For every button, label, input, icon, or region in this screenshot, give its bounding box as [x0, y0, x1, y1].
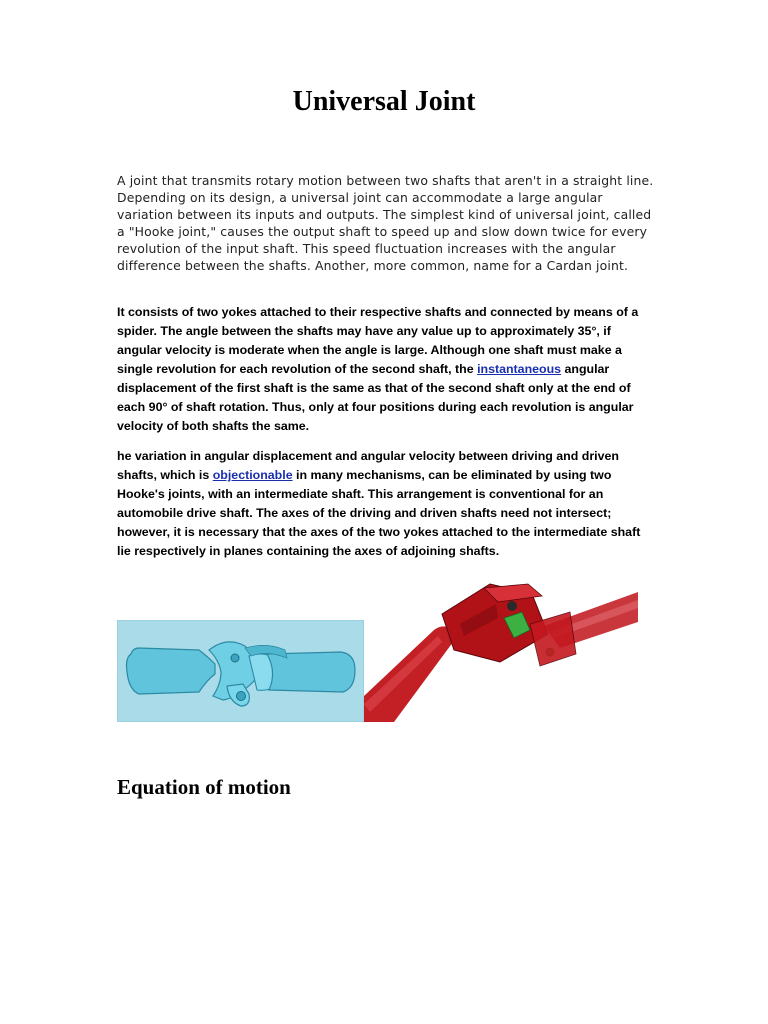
paragraph-yokes: [117, 303, 657, 436]
equation-of-motion-heading: Equation of motion: [117, 775, 291, 799]
universal-joint-diagram-blue: [117, 620, 364, 722]
universal-joint-render-red: [364, 578, 638, 722]
instantaneous-link[interactable]: instantaneous: [477, 362, 562, 376]
page-title: Universal Joint: [292, 86, 476, 117]
paragraph-variation-text-2: in many mechanisms, can be eliminated by using two Hooke's joints, with an intermediate shaft. This arrangement is conventional for an automobile drive shaft. The axes of the driving and driven shafts need not intersect; however, it is necessary that the axes of the two yokes attached to the intermediate shaft lie respectively in planes containing the axes of adjoining shafts.: [117, 468, 641, 558]
paragraph-variation-text-1: he variation in angular displacement and angular velocity between driving and driven shafts, which is: [117, 449, 619, 482]
paragraph-yokes-text-2: angular displacement of the first shaft is the same as that of the second shaft only at the end of each 90° of shaft rotation. Thus, only at four positions during each revolution is angular velocity of both shafts the same.: [117, 362, 634, 433]
objectionable-link[interactable]: objectionable: [212, 468, 293, 482]
intro-paragraph: A joint that transmits rotary motion between two shafts that aren't in a straight line. Depending on its design, a universal joint can accommodate a large angular variation between its inputs and outputs. The simplest kind of universal joint, called a "Hooke joint," causes the output shaft to speed up and slow down twice for every revolution of the input shaft. This speed fluctuation increases with the angular difference between the shafts. Another, more common, name for a Cardan joint.: [117, 173, 654, 273]
paragraph-variation: [117, 447, 657, 561]
paragraph-yokes-text-1: It consists of two yokes attached to their respective shafts and connected by means of a spider. The angle between the shafts may have any value up to approximately 35°, if angular velocity is moderate when the angle is large. Although one shaft must make a single revolution for each revolution of the second shaft, the: [117, 305, 639, 376]
